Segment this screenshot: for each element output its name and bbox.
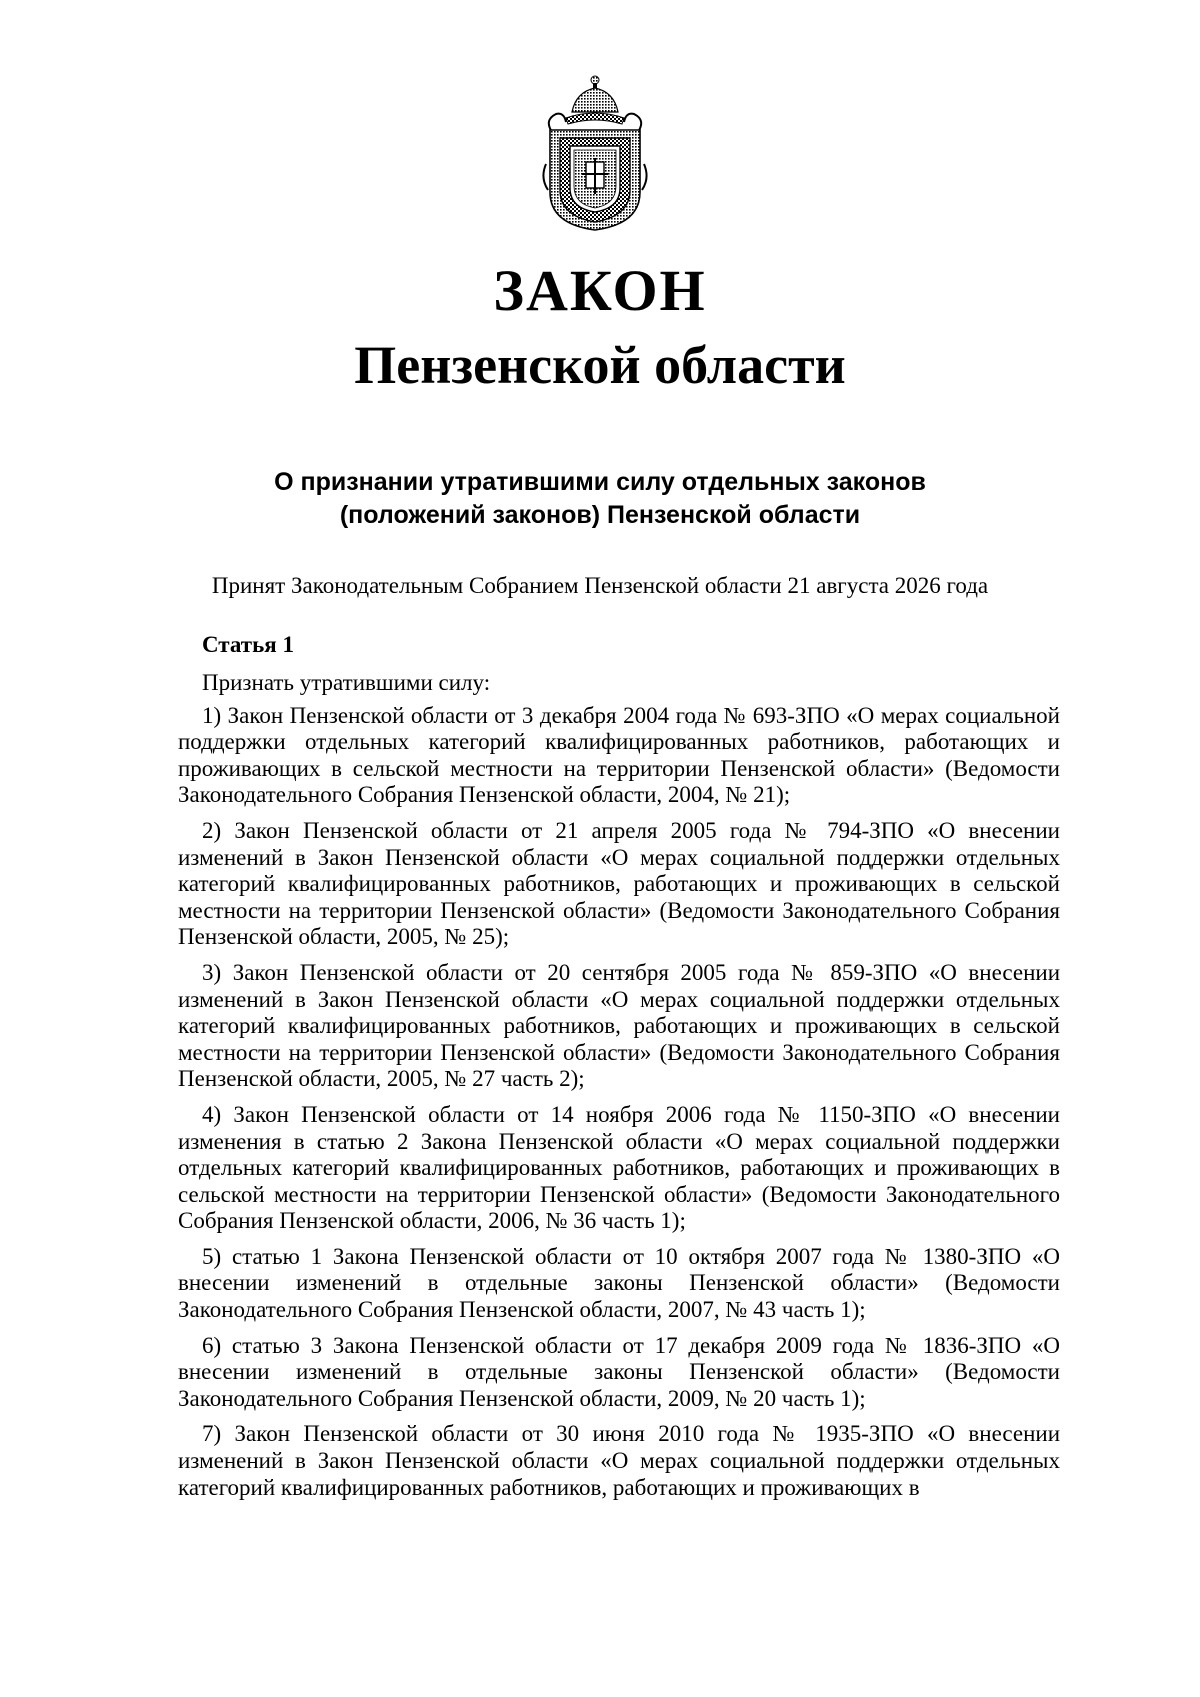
list-item: 6) статью 3 Закона Пензенской области от 17 декабря 2009 года № 1836-ЗПО «О внесении изменений в отдельные законы Пензенской области» (Ведомости Законодательного Собрания Пензенской области, 2009, № 20 часть 1); [178,1332,1060,1411]
document-subtitle: Пензенской области [354,335,846,395]
list-item: 2) Закон Пензенской области от 21 апреля 2005 года № 794-ЗПО «О внесении изменений в Закон Пензенской области «О мерах социальной поддержки отдельных категорий квалифицированных работников, работающих и проживающих в сельской местности на территории Пензенской области» (Ведомости Законодательного Собрания Пензенской области, 2005, № 25); [178,817,1060,950]
document-title: ЗАКОН [493,258,707,323]
article-lead: Признать утратившими силу: [202,670,491,695]
law-name [0,466,1200,532]
coat-of-arms-icon [542,74,648,232]
article-heading: Статья 1 [202,632,294,657]
list-item: 5) статью 1 Закона Пензенской области от 10 октября 2007 года № 1380-ЗПО «О внесении изменений в отдельные законы Пензенской области» (Ведомости Законодательного Собрания Пензенской области, 2007, № 43 часть 1); [178,1243,1060,1323]
list-item: 4) Закон Пензенской области от 14 ноября 2006 года № 1150-ЗПО «О внесении изменения в статью 2 Закона Пензенской области «О мерах социальной поддержки отдельных категорий квалифицированных работников, работающих и проживающих в сельской местности на территории Пензенской области» (Ведомости Законодательного Собрания Пензенской области, 2006, № 36 часть 1); [178,1101,1060,1234]
article-body [178,630,1060,1510]
list-item: 1) Закон Пензенской области от 3 декабря 2004 года № 693-ЗПО «О мерах социальной поддержки отдельных категорий квалифицированных работников, работающих и проживающих в сельской местности на территории Пензенской области» (Ведомости Законодательного Собрания Пензенской области, 2004, № 21); [178,702,1060,808]
list-item: 7) Закон Пензенской области от 30 июня 2010 года № 1935-ЗПО «О внесении изменений в Закон Пензенской области «О мерах социальной поддержки отдельных категорий квалифицированных работников, работающих и проживающих в [178,1421,1060,1500]
law-name-line: О признании утратившими силу отдельных законов [274,468,926,496]
law-name-line: (положений законов) Пензенской области [339,501,861,529]
adoption-note: Принят Законодательным Собранием Пензенской области 21 августа 2026 года [211,573,989,598]
list-item: 3) Закон Пензенской области от 20 сентября 2005 года № 859-ЗПО «О внесении изменений в Закон Пензенской области «О мерах социальной поддержки отдельных категорий квалифицированных работников, работающих и проживающих в сельской местности на территории Пензенской области» (Ведомости Законодательного Собрания Пензенской области, 2005, № 27 часть 2); [178,959,1060,1092]
